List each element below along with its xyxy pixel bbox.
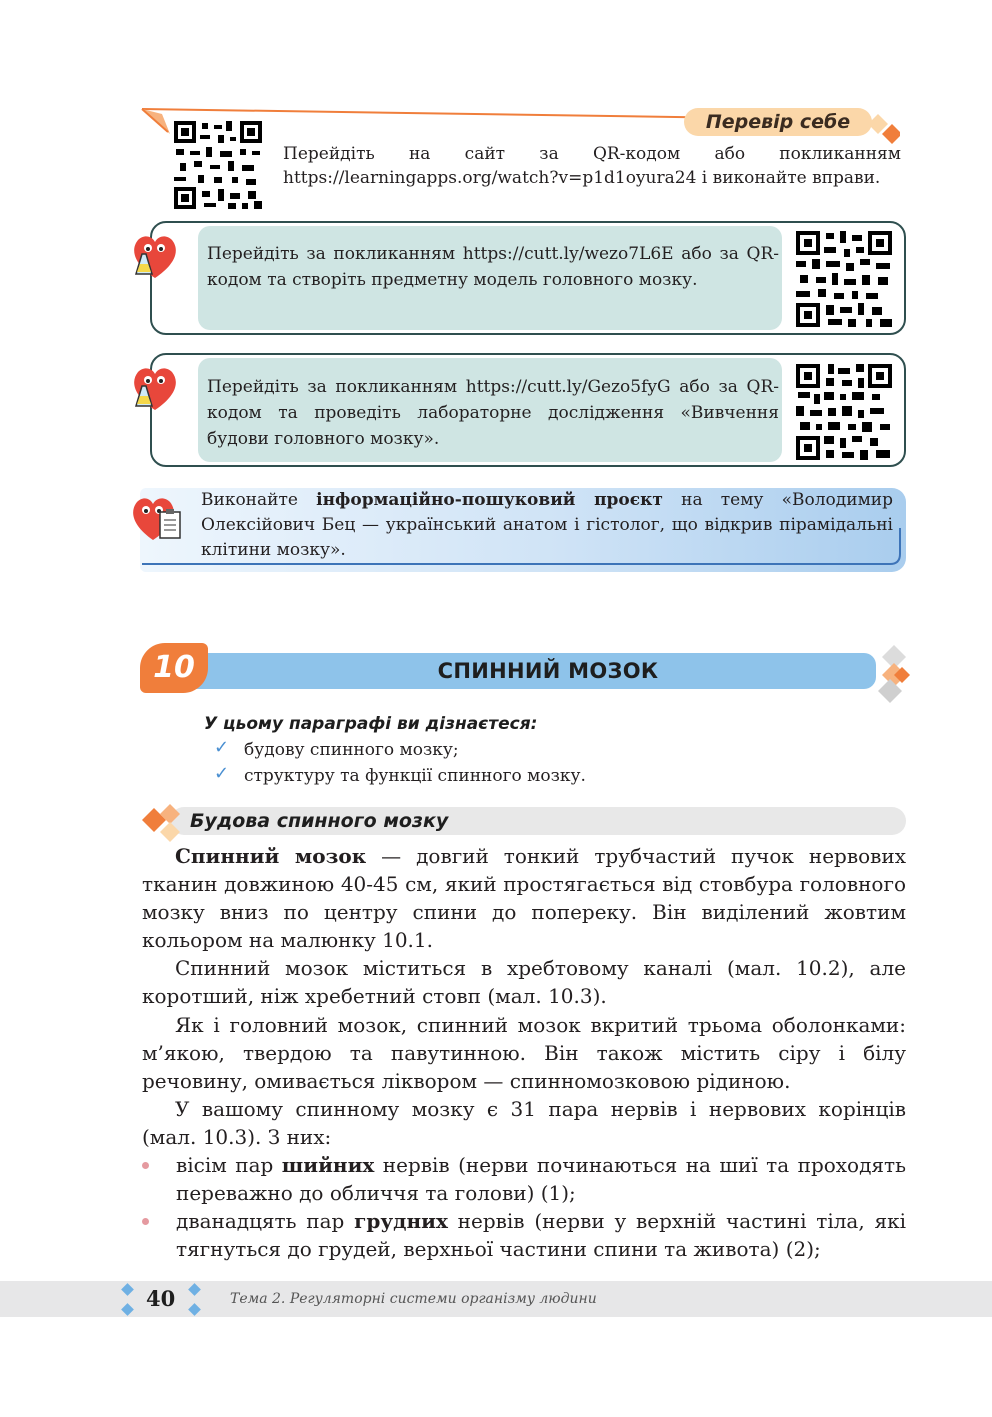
bullet-2-after: нервів (нерви у верхній частині тіла, які тягнуться до грудей, верхньої частини спини та живота) (2); [176, 1209, 906, 1261]
learn-item-2: структуру та функції спинного мозку. [244, 766, 586, 786]
qr-code-icon[interactable] [796, 231, 892, 327]
paragraph-4: У вашому спинному мозку є 31 пара нервів і нервових корінців (мал. 10.3). З них: [142, 1097, 906, 1149]
term-spinal-cord: Спинний мозок [175, 844, 367, 868]
qr-code-icon[interactable] [796, 364, 892, 460]
learn-item-1: будову спинного мозку; [244, 740, 459, 760]
bullet-1-before: вісім пар [176, 1153, 282, 1177]
check-yourself-label: Перевір себе [684, 108, 872, 136]
check-yourself-text: Перейдіть на сайт за QR-кодом або покликанням https://learningapps.org/watch?v=p1d1oyura24 і виконайте вправи. [283, 144, 901, 188]
paragraph-1 [142, 842, 906, 954]
paragraph-3: Як і головний мозок, спинний мозок вкритий трьома оболонками: м’якою, твердою та павутинною. Він також містить сіру і білу речовину, омивається ліквором — спинномозковою рідиною. [142, 1013, 906, 1093]
bullet-dot-icon [142, 1162, 149, 1169]
section-diamonds-decoration [872, 643, 912, 703]
qr-code-icon[interactable] [174, 121, 262, 209]
learn-title: У цьому параграфі ви дізнаєтеся: [204, 714, 538, 734]
bullet-item-1 [176, 1151, 906, 1207]
heart-flask-mascot-icon [126, 226, 184, 284]
bullet-1-after: нервів (нерви починаються на шиї та проходять переважно до обличчя та голови) (1); [176, 1153, 906, 1205]
project-text-before: Виконайте [201, 490, 317, 510]
subheading-diamonds-icon [140, 800, 186, 842]
heart-clipboard-mascot-icon [126, 488, 184, 546]
page-number: 40 [146, 1286, 176, 1311]
subheading-title: Будова спинного мозку [190, 810, 449, 832]
bullet-item-2 [176, 1207, 906, 1263]
check-mark-icon: ✓ [214, 737, 230, 758]
project-text-bold: інформаційно-пошуковий проєкт [316, 490, 663, 510]
heart-flask-mascot-icon [126, 358, 184, 416]
section-number: 10 [140, 643, 208, 693]
bullet-2-before: дванадцять пар [176, 1209, 355, 1233]
bullet-1-bold: шийних [281, 1153, 375, 1177]
activity-2-text: Перейдіть за покликанням https://cutt.ly/Gezo5fyG або за QR-кодом та проведіть лабораторне дослідження «Вивчення будови головного мозку». [207, 377, 779, 449]
activity-1-text: Перейдіть за покликанням https://cutt.ly/wezo7L6E або за QR-кодом та створіть предметну модель головного мозку. [207, 244, 779, 290]
footer-topic: Тема 2. Регуляторні системи організму людини [230, 1291, 597, 1307]
project-text-after: на тему «Володимир Олексійович Бец — український анатом і гістолог, що відкрив пірамідальні клітини мозку». [201, 490, 893, 560]
section-title: СПИННИЙ МОЗОК [437, 659, 659, 683]
bullet-dot-icon [142, 1218, 149, 1225]
check-mark-icon: ✓ [214, 763, 230, 784]
project-text [201, 488, 893, 563]
bullet-2-bold: грудних [354, 1209, 448, 1233]
paragraph-2: Спинний мозок міститься в хребтовому каналі (мал. 10.2), але коротший, ніж хребетний стовп (мал. 10.3). [142, 956, 906, 1008]
paragraph-1-rest: — довгий тонкий трубчастий пучок нервових тканин довжиною 40-45 см, який простягається від стовбура головного мозку вниз по центру спини до попереку. Він виділений жовтим кольором на малюнку 10.1. [142, 844, 907, 952]
